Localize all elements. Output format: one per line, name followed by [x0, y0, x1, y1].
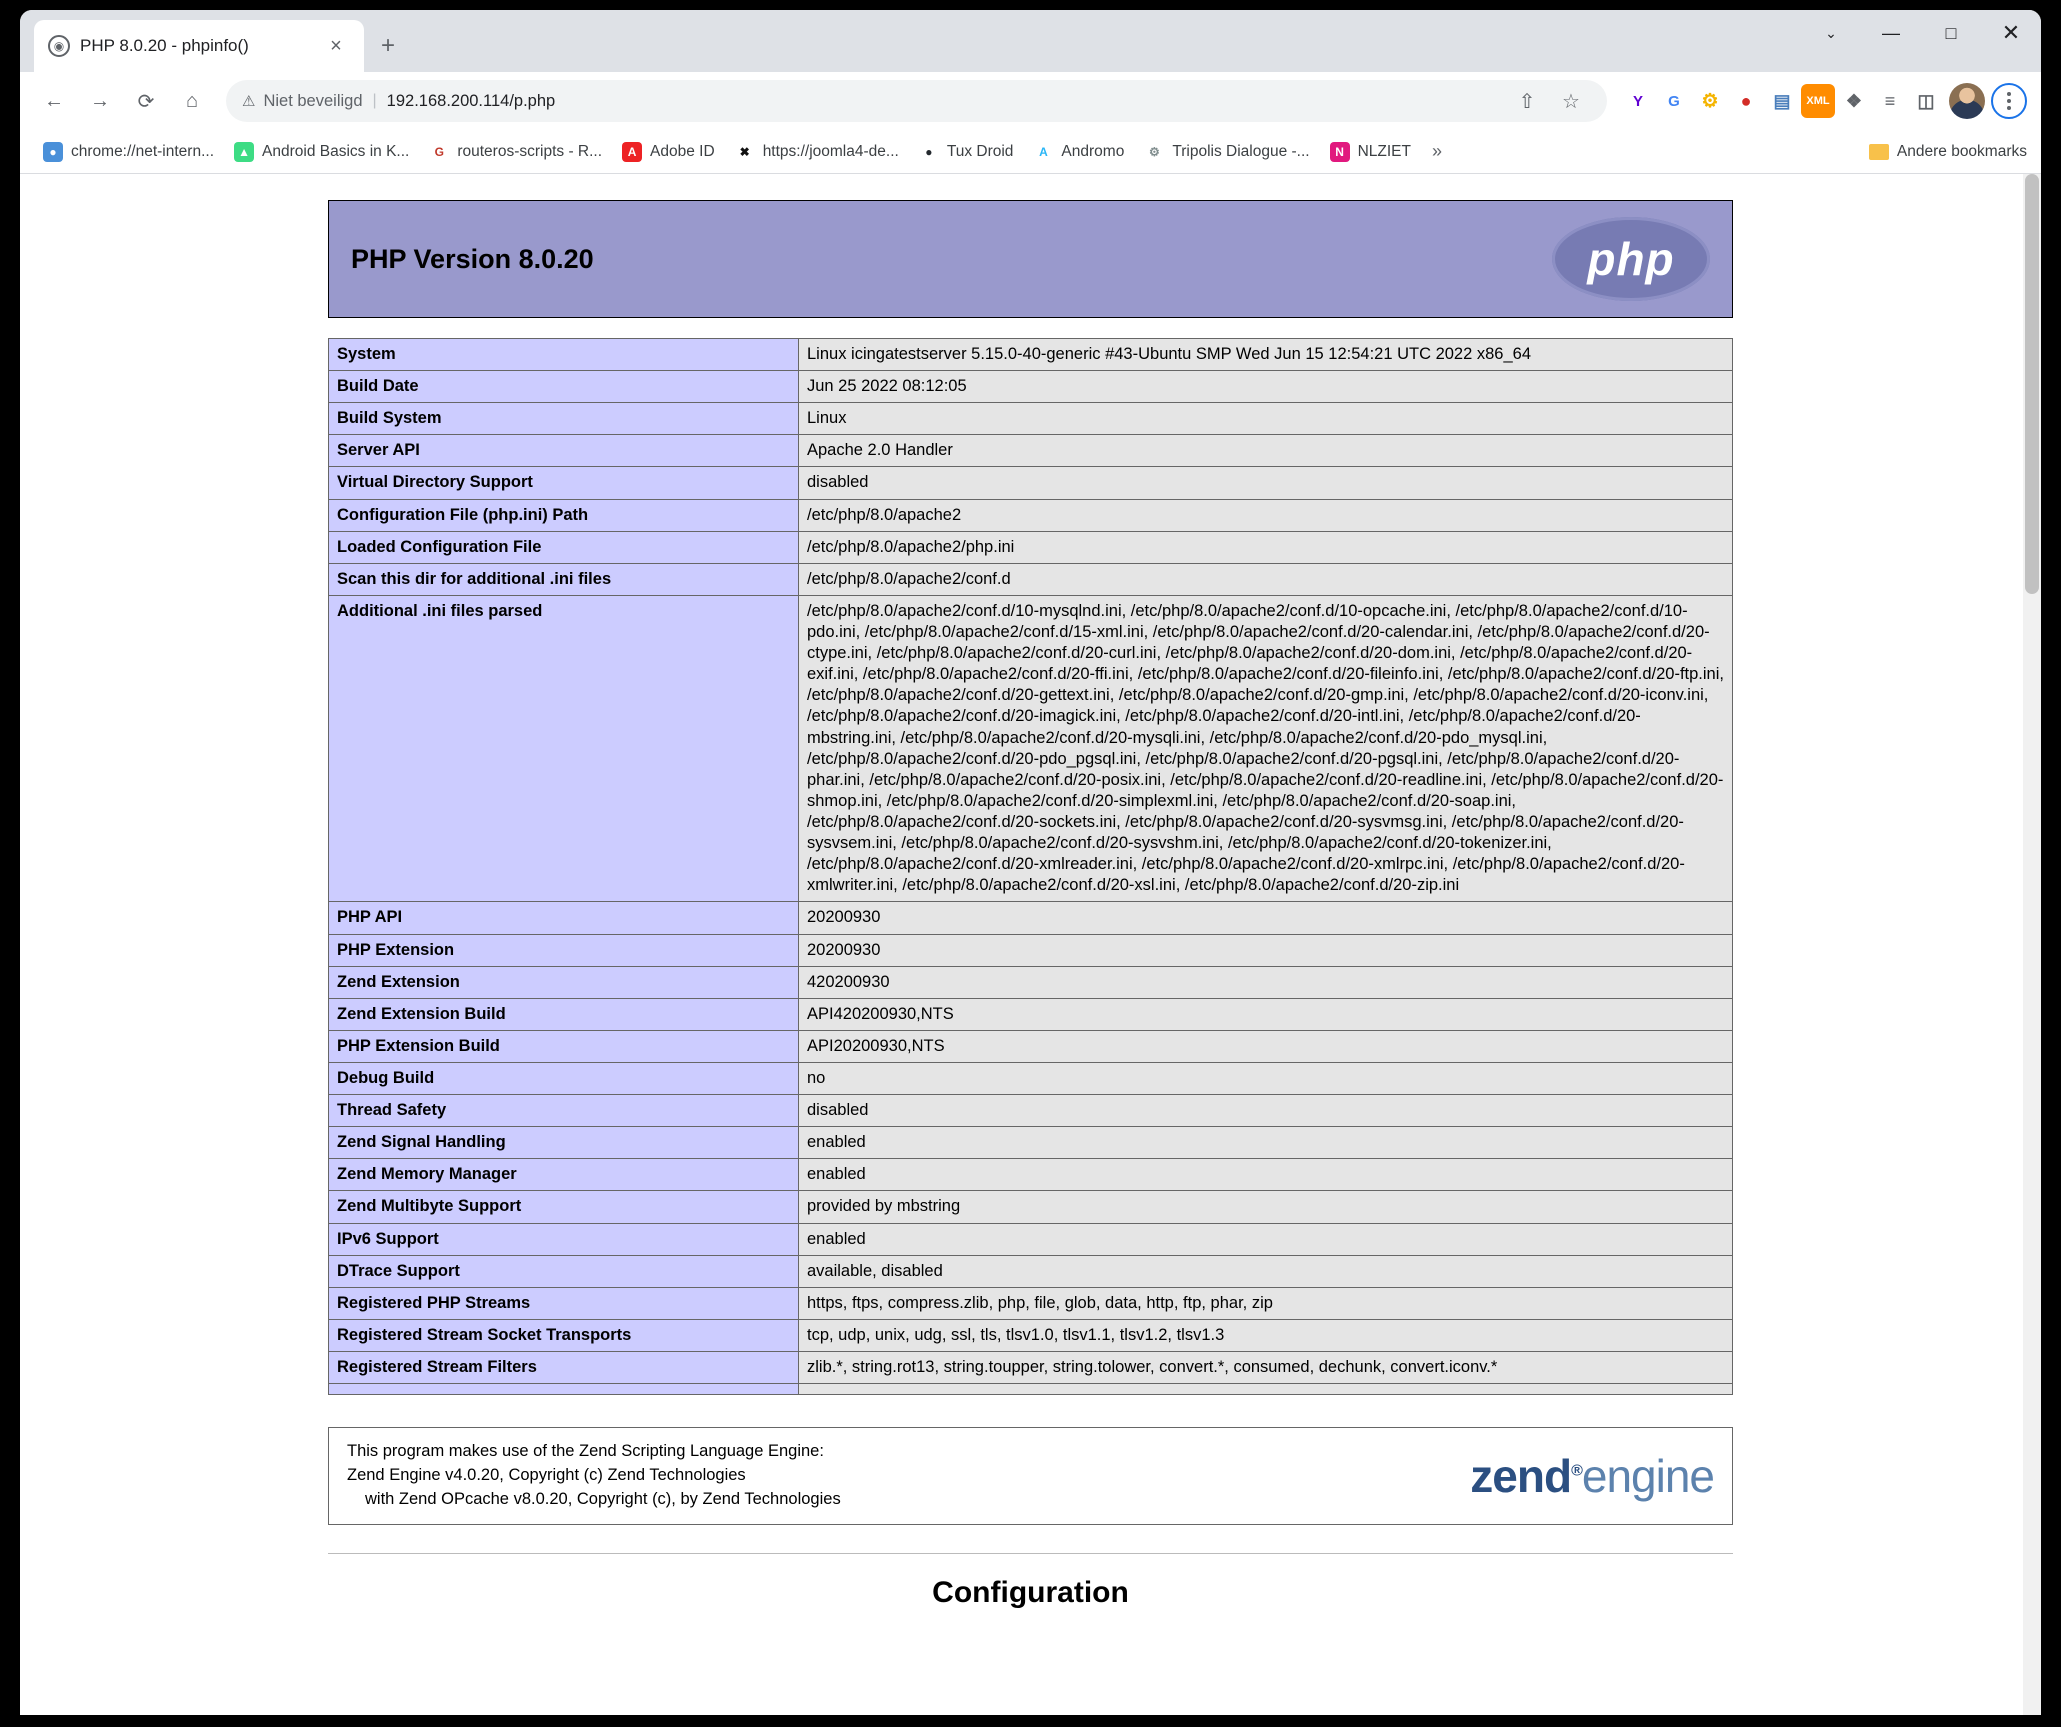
adobe-icon: A: [622, 142, 642, 162]
warning-icon: ⚠: [242, 93, 256, 110]
nlziet-icon: N: [1330, 142, 1350, 162]
bookmark-label: NLZIET: [1357, 142, 1411, 160]
table-row: [329, 499, 1733, 531]
andromo-icon: A: [1033, 142, 1053, 162]
bookmark-routeros-scripts[interactable]: [420, 137, 611, 167]
table-row: [329, 1127, 1733, 1159]
row-value: 420200930: [799, 966, 1733, 998]
row-key: Additional .ini files parsed: [329, 595, 799, 902]
page-viewport: [20, 174, 2041, 1715]
registered-mark-icon: ®: [1571, 1462, 1582, 1480]
row-value: 20200930: [799, 902, 1733, 934]
row-value: Apache 2.0 Handler: [799, 435, 1733, 467]
row-key: Scan this dir for additional .ini files: [329, 563, 799, 595]
table-row: [329, 1255, 1733, 1287]
bookmark-chrome-net-internals[interactable]: [34, 137, 223, 167]
tab-title: PHP 8.0.20 - phpinfo(): [80, 36, 249, 55]
php-logo-icon: php: [1552, 217, 1710, 301]
row-key: Debug Build: [329, 1062, 799, 1094]
reader-extension-icon[interactable]: ▤: [1773, 90, 1791, 111]
row-value: 20200930: [799, 934, 1733, 966]
page-title: PHP Version 8.0.20: [351, 243, 594, 274]
row-value: available, disabled: [799, 1255, 1733, 1287]
bookmark-andromo[interactable]: [1024, 137, 1133, 167]
bookmark-label: Android Basics in K...: [262, 142, 410, 160]
maximize-button[interactable]: □: [1945, 22, 1957, 43]
row-key: Loaded Configuration File: [329, 531, 799, 563]
phpinfo-core-table: [328, 338, 1733, 1395]
bookmark-tripolis-dialogue[interactable]: [1135, 137, 1318, 167]
joomla-icon: ✖: [735, 142, 755, 162]
extension-icons: [1621, 84, 1943, 118]
home-icon[interactable]: ⌂: [185, 89, 199, 112]
bookmark-label: routeros-scripts - R...: [457, 142, 603, 160]
table-row: [329, 1351, 1733, 1383]
table-row: [329, 371, 1733, 403]
table-row: [329, 1319, 1733, 1351]
row-value: disabled: [799, 467, 1733, 499]
bookmark-label: Tux Droid: [946, 142, 1014, 160]
configuration-heading: Configuration: [932, 1575, 1129, 1609]
table-row: [329, 934, 1733, 966]
row-key: PHP Extension Build: [329, 1030, 799, 1062]
zend-line-2: Zend Engine v4.0.20, Copyright (c) Zend Technologies: [347, 1465, 746, 1484]
bookmarks-overflow-button[interactable]: »: [1432, 141, 1443, 161]
table-row: [329, 966, 1733, 998]
avatar[interactable]: [1949, 83, 1985, 119]
bookmark-android-basics[interactable]: [225, 137, 418, 167]
github-icon: ●: [919, 142, 939, 162]
bookmark-tux-droid[interactable]: [910, 137, 1023, 167]
row-value: /etc/php/8.0/apache2/php.ini: [799, 531, 1733, 563]
omnibox-separator: |: [372, 92, 377, 109]
gear-icon[interactable]: ⚙: [1701, 90, 1719, 112]
bookmark-joomla4-dev[interactable]: [726, 137, 908, 167]
divider: [328, 1553, 1733, 1554]
row-value: API20200930,NTS: [799, 1030, 1733, 1062]
row-key: Virtual Directory Support: [329, 467, 799, 499]
php-version-header: [328, 200, 1733, 318]
bookmark-label: chrome://net-intern...: [71, 142, 215, 160]
row-key: Thread Safety: [329, 1095, 799, 1127]
side-panel-icon[interactable]: ◫: [1917, 90, 1935, 111]
row-value: no: [799, 1062, 1733, 1094]
table-row: [329, 1030, 1733, 1062]
row-key: Build System: [329, 403, 799, 435]
folder-icon: [1869, 144, 1889, 160]
table-row: [329, 1159, 1733, 1191]
new-tab-button[interactable]: +: [380, 32, 395, 59]
minimize-button[interactable]: —: [1882, 22, 1900, 43]
row-key: Registered PHP Streams: [329, 1287, 799, 1319]
table-row: [329, 403, 1733, 435]
table-row: [329, 531, 1733, 563]
table-row: [329, 435, 1733, 467]
bookmark-label: Tripolis Dialogue -...: [1172, 142, 1310, 160]
yahoo-extension-icon[interactable]: Y: [1632, 92, 1643, 110]
bookmark-star-icon[interactable]: ☆: [1562, 90, 1580, 113]
zend-engine-logo: [1470, 1449, 1714, 1503]
table-row: [329, 998, 1733, 1030]
row-key: Registered Stream Filters: [329, 1351, 799, 1383]
browser-window: [20, 10, 2041, 1715]
row-key: System: [329, 339, 799, 371]
row-key: Configuration File (php.ini) Path: [329, 499, 799, 531]
table-row: [329, 1287, 1733, 1319]
chevron-down-icon[interactable]: ⌄: [1825, 24, 1837, 41]
row-value: Jun 25 2022 08:12:05: [799, 371, 1733, 403]
navigation-toolbar: [20, 72, 2041, 130]
not-secure-label: Niet beveiligd: [263, 91, 363, 110]
row-value: /etc/php/8.0/apache2/conf.d: [799, 563, 1733, 595]
table-row: [329, 1384, 1733, 1395]
reload-icon[interactable]: ⟳: [137, 90, 155, 113]
other-bookmarks-button[interactable]: [1869, 143, 2027, 161]
omnibox-actions: [1507, 81, 1591, 121]
google-extension-icon[interactable]: G: [1668, 92, 1680, 110]
lastpass-extension-icon[interactable]: ●: [1740, 90, 1752, 111]
bookmark-label: https://joomla4-de...: [762, 142, 899, 160]
address-bar[interactable]: [226, 80, 1607, 122]
globe-icon: ●: [43, 142, 63, 162]
table-row: [329, 1095, 1733, 1127]
reading-list-icon[interactable]: ≡: [1884, 90, 1896, 111]
row-key: Registered Stream Socket Transports: [329, 1319, 799, 1351]
extensions-puzzle-icon[interactable]: ❖: [1845, 90, 1863, 111]
row-value: Linux: [799, 403, 1733, 435]
tab-phpinfo[interactable]: [34, 20, 364, 72]
table-row: [329, 1223, 1733, 1255]
row-value: https, ftps, compress.zlib, php, file, glob, data, http, ftp, phar, zip: [799, 1287, 1733, 1319]
url-text[interactable]: 192.168.200.114/p.php: [386, 91, 556, 110]
row-key: Zend Signal Handling: [329, 1127, 799, 1159]
row-value: enabled: [799, 1127, 1733, 1159]
bookmark-label: Andromo: [1061, 142, 1125, 160]
bookmark-adobe-id[interactable]: [613, 137, 724, 167]
zend-line-1: This program makes use of the Zend Scripting Language Engine:: [347, 1442, 824, 1461]
bookmark-label: Adobe ID: [650, 142, 715, 160]
engine-logo-word: engine: [1581, 1449, 1714, 1502]
globe-icon: ◉: [48, 35, 70, 57]
row-value: provided by mbstring: [799, 1191, 1733, 1223]
row-key: DTrace Support: [329, 1255, 799, 1287]
zend-engine-text: [347, 1440, 841, 1512]
title-bar: [20, 10, 2041, 72]
row-value: tcp, udp, unix, udg, ssl, tls, tlsv1.0, tlsv1.1, tlsv1.2, tlsv1.3: [799, 1319, 1733, 1351]
share-icon[interactable]: ⇧: [1518, 90, 1536, 113]
row-value: enabled: [799, 1223, 1733, 1255]
xml-extension-icon[interactable]: XML: [1801, 84, 1835, 118]
forward-icon[interactable]: →: [90, 89, 110, 112]
table-row: [329, 467, 1733, 499]
table-row: [329, 595, 1733, 902]
row-value: /etc/php/8.0/apache2/conf.d/10-mysqlnd.ini, /etc/php/8.0/apache2/conf.d/10-opcache.ini, /etc/php/8.0/apache2/conf.d/10-pdo.ini, /etc/php/8.0/apache2/conf.d/15-xml.ini, /etc/php/8.0/apache2/conf.d/20-calendar.ini, /etc/php/8.0/apache2/conf.d/20-ctype.ini, /etc/php/8.0/apache2/conf.d/20-curl.ini, /etc/php/8.0/apache2/conf.d/20-dom.ini, /etc/php/8.0/apache2/conf.d/20-exif.ini, /etc/php/8.0/apache2/conf.d/20-ffi.ini, /etc/php/8.0/apache2/conf.d/20-fileinfo.ini, /etc/php/8.0/apache2/conf.d/20-ftp.ini, /etc/php/8.0/apache2/conf.d/20-gettext.ini, /etc/php/8.0/apache2/conf.d/20-gmp.ini, /etc/php/8.0/apache2/conf.d/20-iconv.ini, /etc/php/8.0/apache2/conf.d/20-imagick.ini, /etc/php/8.0/apache2/conf.d/20-intl.ini, /etc/php/8.0/apache2/conf.d/20-mbstring.ini, /etc/php/8.0/apache2/conf.d/20-mysqli.ini, /etc/php/8.0/apache2/conf.d/20-pdo_mysql.ini, /etc/php/8.0/apache2/conf.d/20-pdo_pgsql.ini, /etc/php/8.0/apache2/conf.d/20-pgsql.ini, /etc/php/8.0/apache2/conf.d/20-phar.ini, /etc/php/8.0/apache2/conf.d/20-posix.ini, /etc/php/8.0/apache2/conf.d/20-readline.ini, /etc/php/8.0/apache2/conf.d/20-shmop.ini, /etc/php/8.0/apache2/conf.d/20-simplexml.ini, /etc/php/8.0/apache2/conf.d/20-soap.ini, /etc/php/8.0/apache2/conf.d/20-sockets.ini, /etc/php/8.0/apache2/conf.d/20-sysvmsg.ini, /etc/php/8.0/apache2/conf.d/20-sysvsem.ini, /etc/php/8.0/apache2/conf.d/20-sysvshm.ini, /etc/php/8.0/apache2/conf.d/20-tokenizer.ini, /etc/php/8.0/apache2/conf.d/20-xmlreader.ini, /etc/php/8.0/apache2/conf.d/20-xmlrpc.ini, /etc/php/8.0/apache2/conf.d/20-xmlwriter.ini, /etc/php/8.0/apache2/conf.d/20-xsl.ini, /etc/php/8.0/apache2/conf.d/20-zip.ini: [799, 595, 1733, 902]
table-row: [329, 1191, 1733, 1223]
zend-line-3: with Zend OPcache v8.0.20, Copyright (c), by Zend Technologies: [365, 1489, 841, 1508]
close-icon[interactable]: ×: [330, 34, 342, 57]
not-secure-indicator[interactable]: [242, 92, 363, 111]
bookmark-nlziet[interactable]: [1321, 137, 1420, 167]
gear-icon: ⚙: [1144, 142, 1164, 162]
row-value: [799, 1384, 1733, 1395]
row-key: Zend Memory Manager: [329, 1159, 799, 1191]
row-key: PHP Extension: [329, 934, 799, 966]
bookmarks-bar: [20, 130, 2041, 174]
row-key: Server API: [329, 435, 799, 467]
row-key: Zend Multibyte Support: [329, 1191, 799, 1223]
row-value: API420200930,NTS: [799, 998, 1733, 1030]
row-key: IPv6 Support: [329, 1223, 799, 1255]
table-row: [329, 339, 1733, 371]
page-scrollbar[interactable]: [2023, 174, 2041, 1715]
github-icon: G: [429, 142, 449, 162]
other-bookmarks-label: Andere bookmarks: [1896, 142, 2027, 160]
window-controls: [1801, 10, 2041, 56]
row-key: [329, 1384, 799, 1395]
row-value: Linux icingatestserver 5.15.0-40-generic #43-Ubuntu SMP Wed Jun 15 12:54:21 UTC 2022 x86_64: [799, 339, 1733, 371]
zend-engine-box: [328, 1427, 1733, 1525]
back-icon[interactable]: ←: [44, 89, 64, 112]
scrollbar-thumb[interactable]: [2025, 174, 2039, 594]
table-row: [329, 902, 1733, 934]
row-key: Zend Extension: [329, 966, 799, 998]
row-key: Zend Extension Build: [329, 998, 799, 1030]
row-value: zlib.*, string.rot13, string.toupper, string.tolower, convert.*, consumed, dechunk, convert.iconv.*: [799, 1351, 1733, 1383]
close-window-button[interactable]: ✕: [2001, 20, 2021, 45]
table-row: [329, 1062, 1733, 1094]
android-icon: ▲: [234, 142, 254, 162]
row-value: /etc/php/8.0/apache2: [799, 499, 1733, 531]
row-key: PHP API: [329, 902, 799, 934]
row-value: disabled: [799, 1095, 1733, 1127]
row-key: Build Date: [329, 371, 799, 403]
table-row: [329, 563, 1733, 595]
tab-strip: [20, 20, 402, 72]
row-value: enabled: [799, 1159, 1733, 1191]
zend-logo-word: zend: [1470, 1449, 1572, 1502]
chrome-menu-icon[interactable]: [1991, 83, 2027, 119]
phpinfo-page: [328, 174, 1733, 1610]
